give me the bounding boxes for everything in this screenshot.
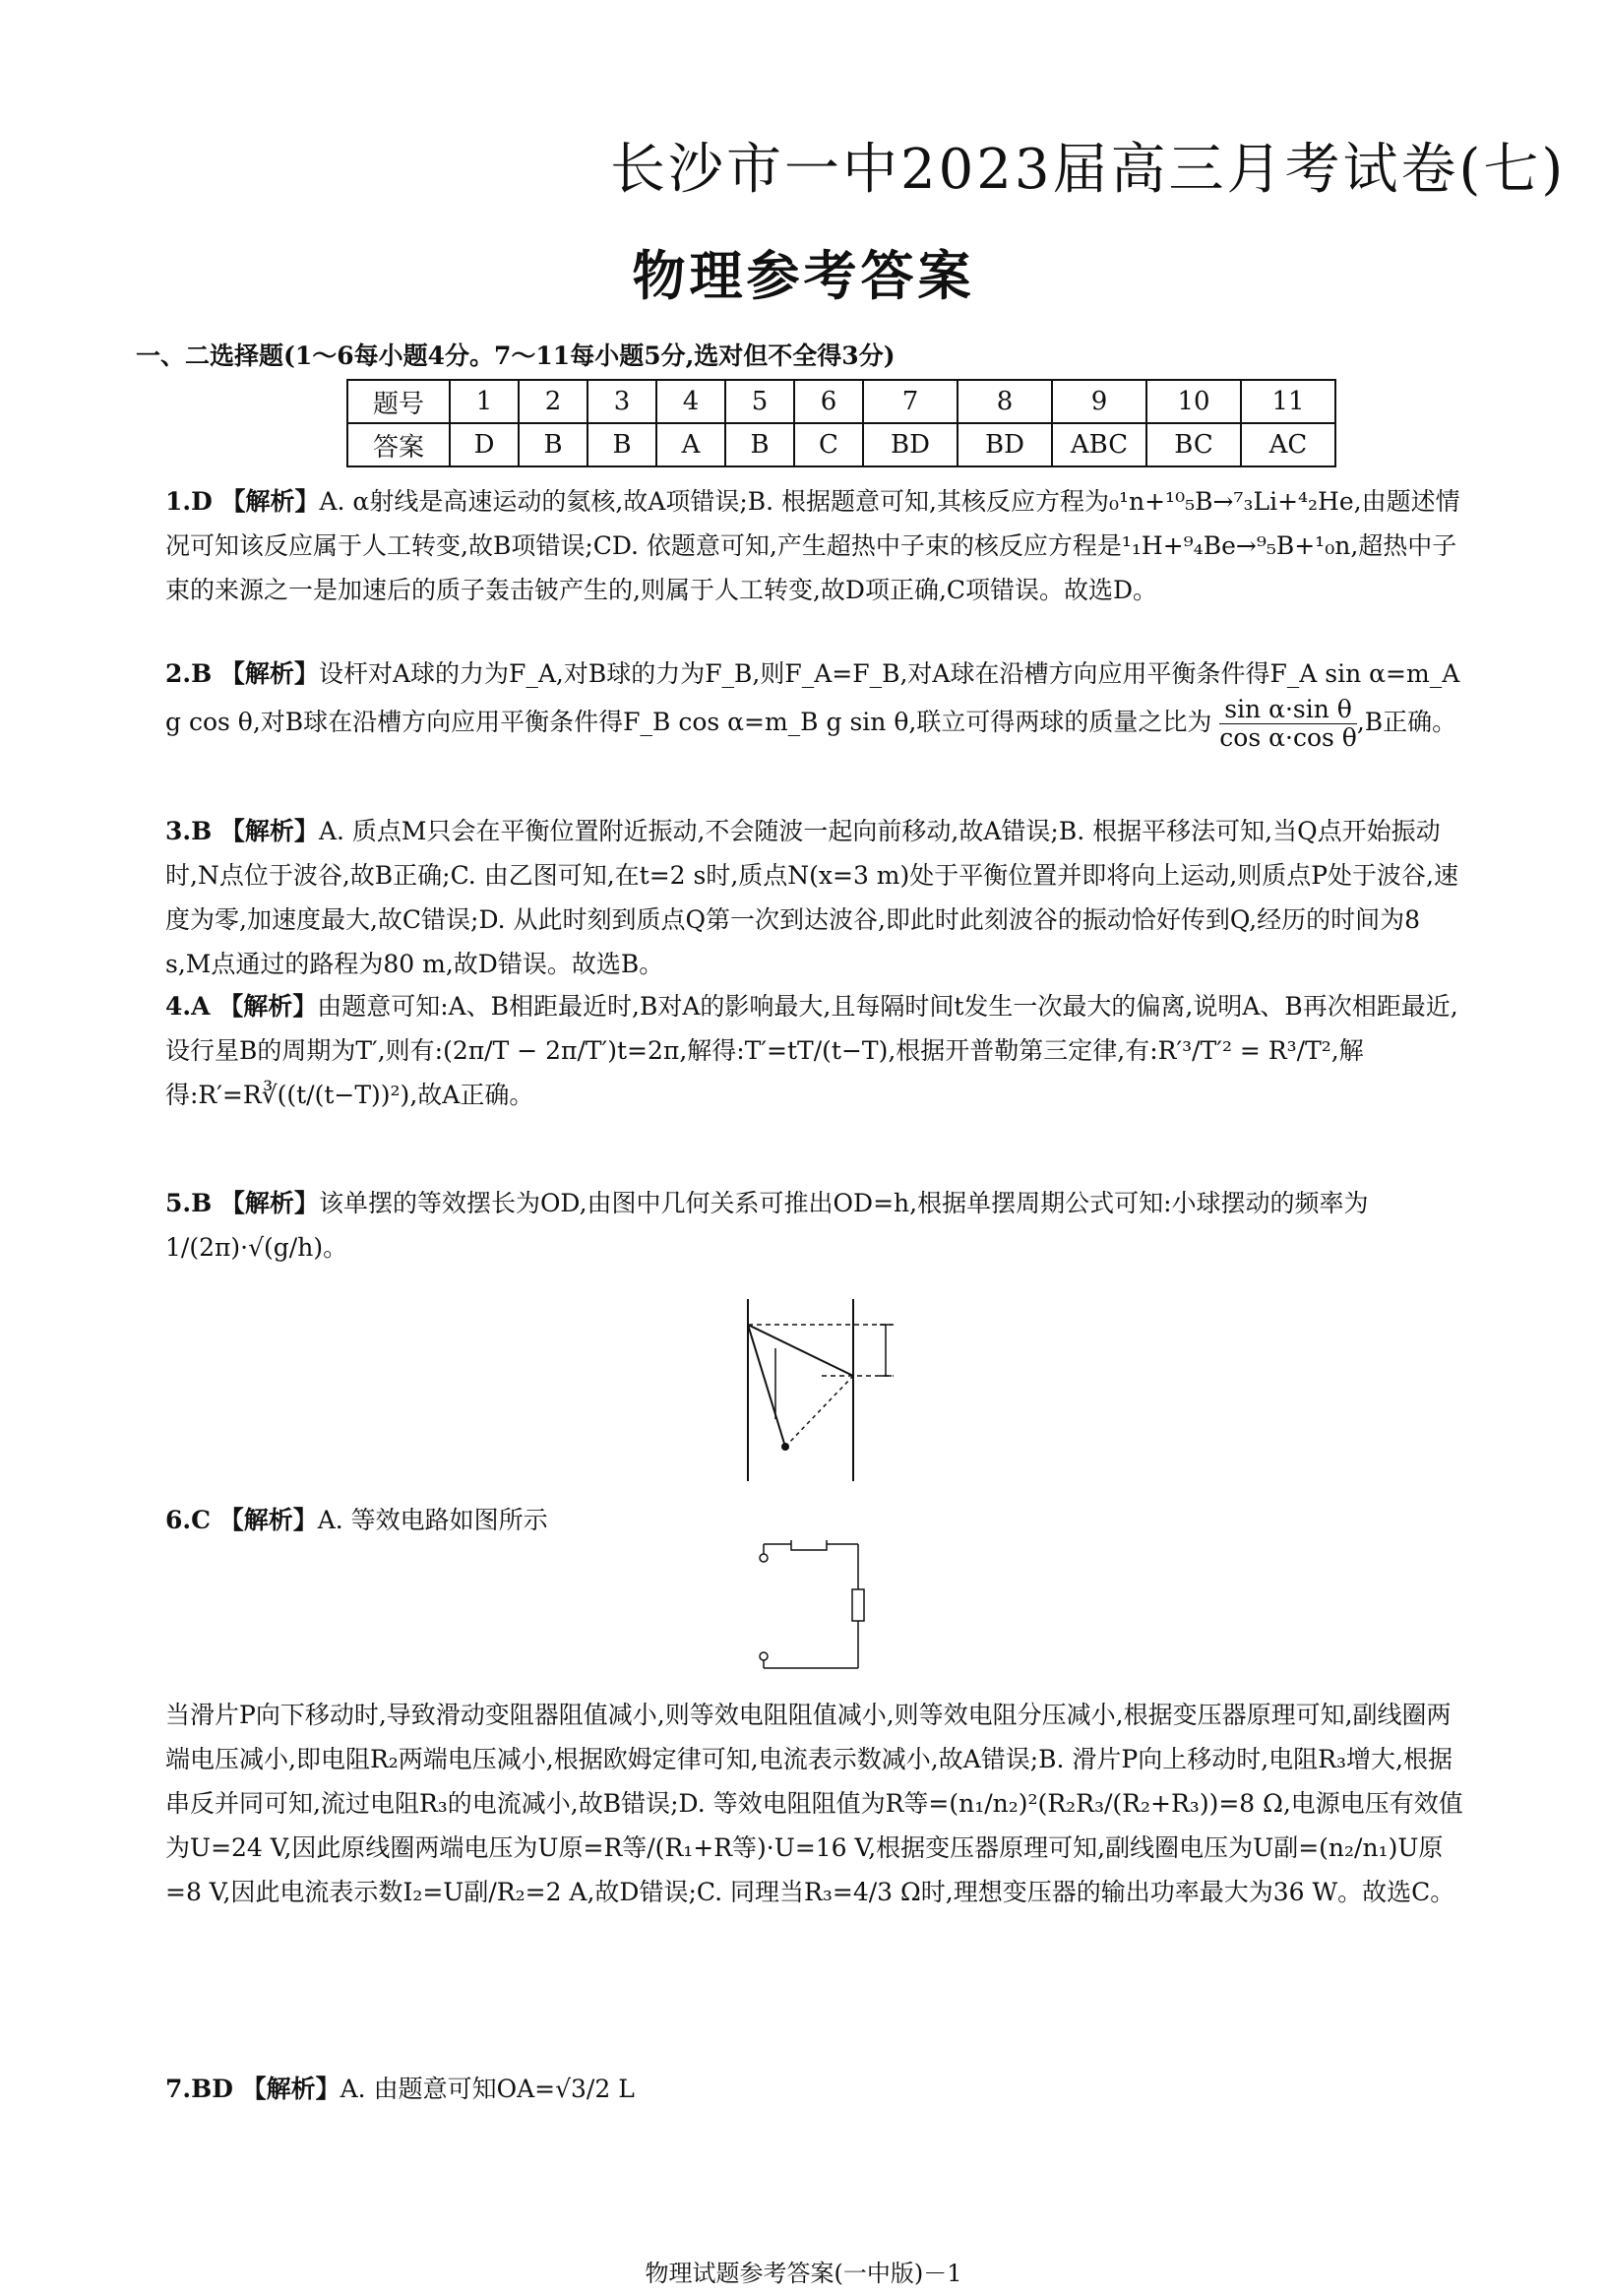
table-cell: C [794,423,863,466]
solution-3 [165,809,1464,986]
solution-text: 时,理想变压器的输出功率最大为36 W。故选C。 [920,1878,1455,1906]
equation: U原=R等/(R₁+R等)·U=16 V [537,1833,869,1862]
solution-text: 设杆对A球的力为F_A,对B球的力为F_B,则F_A=F_B,对A球在沿槽方向应用平衡条件得F_A sin α=m_A g cos θ,对B球在沿槽方向应用平衡条件得F_B cos α=m_B g sin θ,联立可得两球的质量之比为 [165,659,1460,736]
solution-tail: 。 [323,1233,348,1262]
equation: R′³/T′² = R³/T² [1157,1036,1331,1065]
table-cell: B [725,423,794,466]
pendulum-ball [781,1443,789,1451]
table-cell: A [656,423,725,466]
table-cell: 9 [1052,380,1146,423]
solution-text: A. 由题意可知OA= [340,2075,556,2103]
string-ad [748,1325,785,1447]
fraction-denominator: cos α·cos θ [1219,723,1357,752]
table-cell: AC [1241,423,1335,466]
solution-text: ,解得:T′= [679,1036,787,1065]
solution-1 [165,479,1464,612]
string-db [785,1376,853,1447]
solution-head: 6.C 【解析】 [165,1506,318,1534]
section-heading: 一、二选择题(1～6每小题4分。7～11每小题5分,选对但不全得3分) [136,341,896,370]
table-cell: BC [1146,423,1241,466]
table-cell: D [450,423,519,466]
solution-4 [165,984,1464,1117]
page-title: 长沙市一中2023届高三月考试卷(七) [610,138,1567,202]
answer-table [346,379,1336,467]
solution-text: 当滑片P向下移动时,导致滑动变阻器阻值减小,则等效电阻阻值减小,则等效电阻分压减小,根据变压器原理可知,副线圈两端电压减小,即电阻R₂两端电压减小,根据欧姆定律可知,电流表示数减小,故A错误;B. 滑片P向上移动时,电阻R₃增大,根据串反并同可知,流过电阻R₃的电流减小,故B错误;D. 等效电阻阻值为 [165,1701,1452,1818]
equation: √3/2 L [555,2075,635,2103]
solution-text: 由题意可知:A、B相距最近时,B对A的影响最大,且每隔时间t发生一次最大的偏离,说明A、B再次相距最近,设行星B的周期为T′,则有: [165,992,1458,1065]
solution-text: A. α射线是高速运动的氦核,故A项错误;B. 根据题意可知,其核反应方程为₀¹n+¹⁰₅B→⁷₃Li+⁴₂He,由题述情况可知该反应属于人工转变,故B项错误;CD. 依题意可知,产生超热中子束的核反应方程是¹₁H+⁹₄Be→⁹₅B+¹₀n,超热中子束的来源之一是加速后的质子轰击铍产生的,则属于人工转变,故D项正确,C项错误。故选D。 [165,487,1460,604]
terminal-bottom [760,1652,768,1660]
solution-text: ,电源电压有效值为U=24 V,因此原线圈两端电压为 [165,1789,1463,1862]
equation: 4/3 Ω [852,1878,921,1906]
equation: U副=(n₂/n₁)U原=8 V [165,1833,1444,1906]
table-cell: 10 [1146,380,1241,423]
terminal-top [760,1554,768,1562]
table-cell: 5 [725,380,794,423]
solution-text: ,故D错误;C. 同理当R₃= [587,1878,853,1906]
solution-6-intro [165,1498,1464,1542]
table-cell: 4 [656,380,725,423]
table-row [347,423,1335,466]
pendulum-diagram [709,1289,925,1486]
solution-7 [165,2067,1464,2111]
mass-ratio-fraction [1219,696,1357,752]
resistor-req [852,1589,864,1621]
table-cell: 1 [450,380,519,423]
equation: (2π/T − 2π/T′)t=2π [443,1036,680,1065]
table-row [347,380,1335,423]
solution-text: A. 等效电路如图所示 [317,1506,548,1534]
table-cell: 2 [519,380,587,423]
solution-head: 5.B 【解析】 [165,1189,319,1217]
solution-head: 7.BD 【解析】 [165,2075,340,2103]
solution-text: ,故A正确。 [409,1081,534,1109]
circuit-diagram [748,1540,886,1678]
pendulum-figure [709,1289,925,1486]
page-subtitle: 物理参考答案 [632,244,975,307]
table-header-cell: 答案 [347,423,450,466]
solution-head: 2.B 【解析】 [165,659,319,688]
equation: I₂=U副/R₂=2 A [402,1878,587,1906]
string-ab [748,1325,853,1376]
table-cell: 7 [863,380,958,423]
solution-2 [165,652,1464,752]
solution-5 [165,1181,1464,1270]
table-cell: 3 [587,380,656,423]
table-cell: B [519,423,587,466]
page-footer: 物理试题参考答案(一中版)－1 [645,2260,962,2287]
equation: R等=(n₁/n₂)²(R₂R₃/(R₂+R₃))=8 Ω [885,1789,1283,1818]
solution-text: ,解得:R′=R∛((t/(t−T))²) [165,1036,1364,1109]
table-cell: ABC [1052,423,1146,466]
solution-head: 4.A 【解析】 [165,992,318,1021]
solution-text: ,因此电流表示数 [222,1878,403,1906]
table-cell: 6 [794,380,863,423]
solution-text: ,根据变压器原理可知,副线圈电压为 [868,1833,1254,1862]
solution-text: 该单摆的等效摆长为OD,由图中几何关系可推出OD=h,根据单摆周期公式可知:小球摆动的频率为 [318,1189,1369,1217]
solution-tail: ,B正确。 [1356,708,1457,736]
fraction-numerator: sin α·sin θ [1219,696,1357,724]
solution-6 [165,1693,1464,1914]
equation: 1/(2π)·√(g/h) [165,1233,324,1262]
solution-text: A. 质点M只会在平衡位置附近振动,不会随波一起向前移动,故A错误;B. 根据平移法可知,当Q点开始振动时,N点位于波谷,故B正确;C. 由乙图可知,在t=2 s时,质点N(x=3 m)处于平衡位置并即将向上运动,则质点P处于波谷,速度为零,加速度最大,故C错误;D. 从此时刻到质点Q第一次到达波谷,即此时此刻波谷的振动恰好传到Q,经历的时间为8 s,M点通过的路程为80 m,故D错误。故选B。 [165,817,1458,978]
solution-head: 1.D 【解析】 [165,487,320,516]
table-cell: BD [863,423,958,466]
circuit-figure [748,1540,886,1678]
solution-text: ,根据开普勒第三定律,有: [888,1036,1158,1065]
table-cell: B [587,423,656,466]
table-cell: 11 [1241,380,1335,423]
equation: tT/(t−T) [787,1036,889,1065]
table-cell: 8 [958,380,1052,423]
table-header-cell: 题号 [347,380,450,423]
solution-head: 3.B 【解析】 [165,817,319,845]
resistor-r1 [791,1540,827,1550]
table-cell: BD [958,423,1052,466]
